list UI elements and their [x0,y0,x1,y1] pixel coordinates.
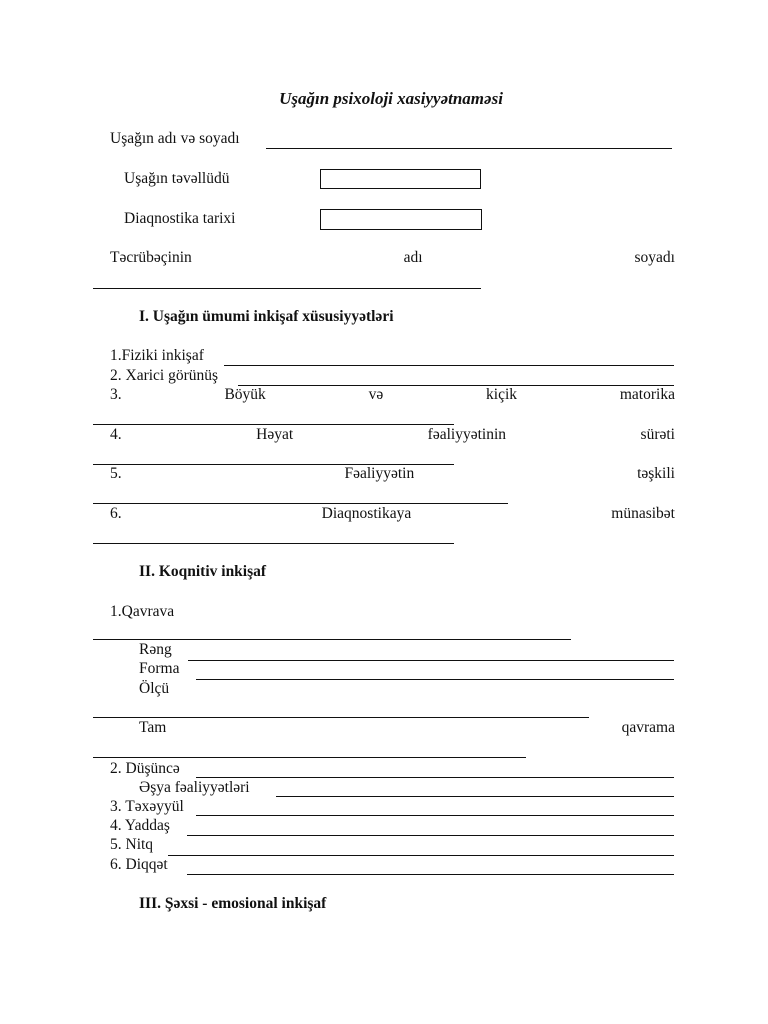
diagnostics-date-field[interactable] [320,209,482,230]
memory-field[interactable] [187,835,674,836]
appearance-label: 2. Xarici görünüş [110,367,219,384]
child-name-label: Uşağın adı və soyadı [110,130,240,147]
whole-perception-word-2: qavrama [621,719,675,736]
perception-field[interactable] [93,639,571,640]
birthdate-label: Uşağın təvəllüdü [124,170,230,187]
object-activities-label: Əşya fəaliyyətləri [139,779,250,796]
color-label: Rəng [139,641,172,658]
activity-organization-word-1: Fəaliyyətin [344,465,415,482]
motor-skills-word-4: matorika [619,386,675,403]
imagination-field[interactable] [196,815,674,816]
motor-skills-word-2: və [368,386,384,403]
speech-label: 5. Nitq [110,836,154,853]
whole-perception-label [139,719,675,737]
size-label: Ölçü [139,680,170,697]
diagnostics-date-label: Diaqnostika tarixi [124,210,236,227]
whole-perception-field[interactable] [93,757,526,758]
diagnostics-attitude-word-2: münasibət [611,505,675,522]
examiner-word-2: adı [403,249,423,266]
thinking-field[interactable] [196,777,674,778]
motor-skills-label [110,386,675,404]
activity-organization-number: 5. [110,465,122,482]
child-name-field[interactable] [266,148,672,149]
perception-label: 1.Qavrava [110,603,175,620]
motor-skills-word-1: Böyük [224,386,266,403]
diagnostics-attitude-field[interactable] [93,543,454,544]
examiner-word-1: Təcrübəçinin [110,249,192,266]
attention-label: 6. Diqqət [110,856,168,873]
diagnostics-attitude-label [110,505,675,523]
form-title: Uşağın psixoloji xasiyyətnaməsi [279,89,503,108]
shape-label: Forma [139,660,180,677]
section-2-heading: II. Koqnitiv inkişaf [139,563,267,580]
shape-field[interactable] [196,679,674,680]
color-field[interactable] [188,660,674,661]
physical-development-label: 1.Fiziki inkişaf [110,347,204,364]
birthdate-field[interactable] [320,169,481,189]
motor-skills-field[interactable] [93,424,454,425]
life-pace-number: 4. [110,426,122,443]
section-1-heading: I. Uşağın ümumi inkişaf xüsusiyyətləri [139,308,394,325]
motor-skills-word-3: kiçik [486,386,518,403]
speech-field[interactable] [168,855,674,856]
activity-organization-label [110,465,675,483]
examiner-word-3: soyadı [634,249,675,266]
examiner-label [110,249,675,267]
life-pace-word-2: fəaliyyətinin [427,426,507,443]
imagination-label: 3. Təxəyyül [110,798,184,815]
diagnostics-attitude-number: 6. [110,505,122,522]
thinking-label: 2. Düşüncə [110,760,180,777]
physical-development-field[interactable] [224,365,674,366]
motor-skills-number: 3. [110,386,122,403]
size-field[interactable] [93,717,589,718]
object-activities-field[interactable] [276,796,674,797]
activity-organization-field[interactable] [93,503,508,504]
examiner-name-field[interactable] [93,288,481,289]
section-3-heading: III. Şəxsi - emosional inkişaf [139,895,327,912]
activity-organization-word-2: təşkili [637,465,675,482]
whole-perception-word-1: Tam [139,719,167,736]
life-pace-word-1: Həyat [256,426,294,443]
memory-label: 4. Yaddaş [110,817,170,834]
life-pace-label [110,426,675,444]
life-pace-word-3: sürəti [640,426,675,443]
diagnostics-attitude-word-1: Diaqnostikaya [321,505,412,522]
attention-field[interactable] [187,874,674,875]
